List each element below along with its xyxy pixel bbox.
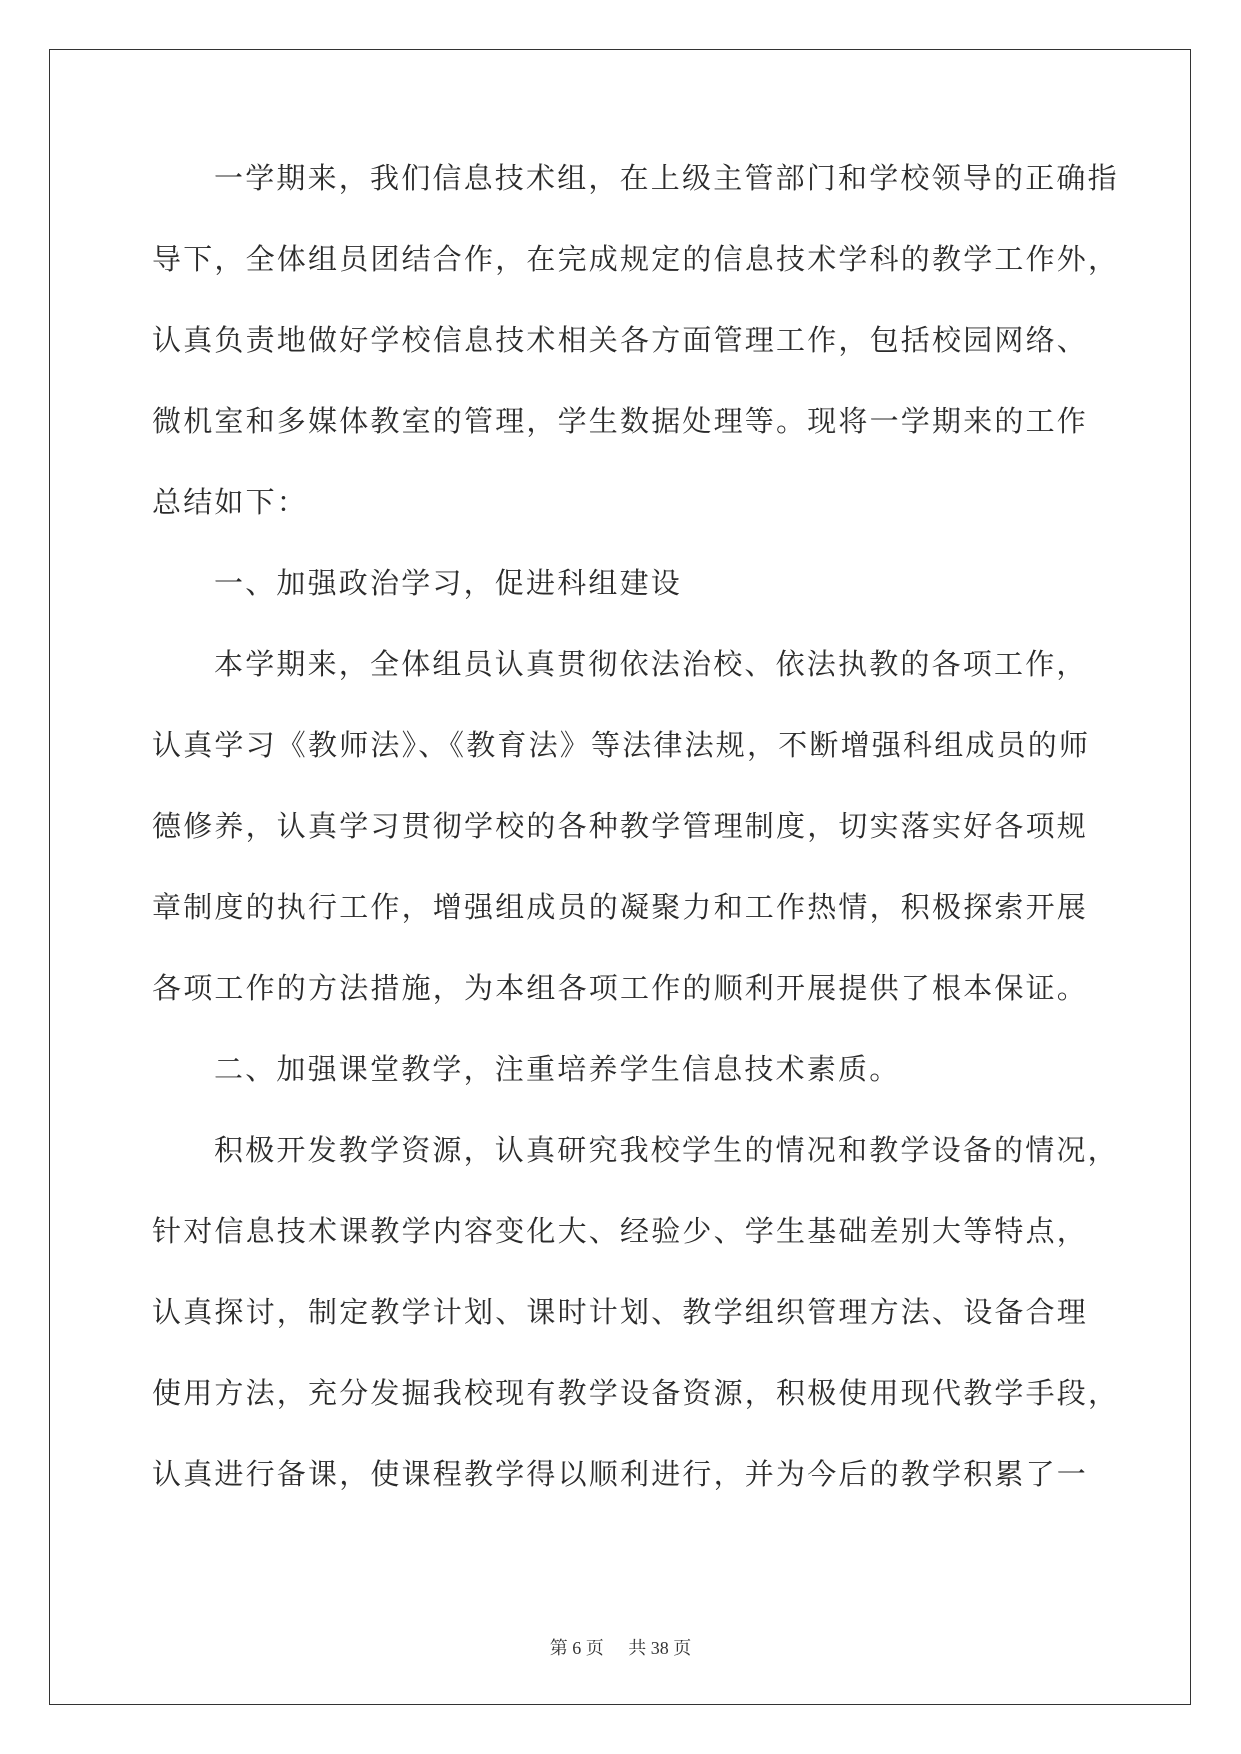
- paragraph-3-line-3: 认真探讨，制定教学计划、课时计划、教学组织管理方法、设备合理: [152, 1295, 1089, 1329]
- paragraph-3-line-4: 使用方法，充分发掘我校现有教学设备资源，积极使用现代教学手段，: [152, 1376, 1120, 1410]
- document-body: [152, 160, 1120, 1537]
- paragraph-1-line-4: 微机室和多媒体教室的管理，学生数据处理等。现将一学期来的工作: [152, 404, 1089, 438]
- paragraph-3-line-2: 针对信息技术课教学内容变化大、经验少、学生基础差别大等特点，: [152, 1214, 1089, 1248]
- paragraph-3-line-1: 积极开发教学资源，认真研究我校学生的情况和教学设备的情况，: [214, 1133, 1119, 1167]
- paragraph-2-line-1: 本学期来，全体组员认真贯彻依法治校、依法执教的各项工作，: [214, 647, 1088, 681]
- total-page-count: 共 38 页: [628, 1638, 692, 1658]
- paragraph-2-line-3: 德修养，认真学习贯彻学校的各种教学管理制度，切实落实好各项规: [152, 809, 1089, 843]
- paragraph-1-line-3: 认真负责地做好学校信息技术相关各方面管理工作，包括校园网络、: [152, 323, 1089, 357]
- paragraph-1-line-1: 一学期来，我们信息技术组，在上级主管部门和学校领导的正确指: [214, 161, 1119, 195]
- page-footer: [0, 1634, 1241, 1660]
- paragraph-1-line-5: 总结如下：: [152, 485, 309, 519]
- paragraph-2-line-5: 各项工作的方法措施，为本组各项工作的顺利开展提供了根本保证。: [152, 971, 1089, 1005]
- current-page-number: 第 6 页: [549, 1638, 604, 1658]
- section-heading-1: 一、加强政治学习，促进科组建设: [214, 566, 683, 600]
- paragraph-1-line-2: 导下，全体组员团结合作，在完成规定的信息技术学科的教学工作外，: [152, 242, 1120, 276]
- paragraph-2-line-4: 章制度的执行工作，增强组成员的凝聚力和工作热情，积极探索开展: [152, 890, 1089, 924]
- section-heading-2: 二、加强课堂教学，注重培养学生信息技术素质。: [214, 1052, 901, 1086]
- paragraph-2-line-2: 认真学习《教师法》、《教育法》等法律法规，不断增强科组成员的师: [152, 728, 1091, 762]
- paragraph-3-line-5: 认真进行备课，使课程教学得以顺利进行，并为今后的教学积累了一: [152, 1457, 1089, 1491]
